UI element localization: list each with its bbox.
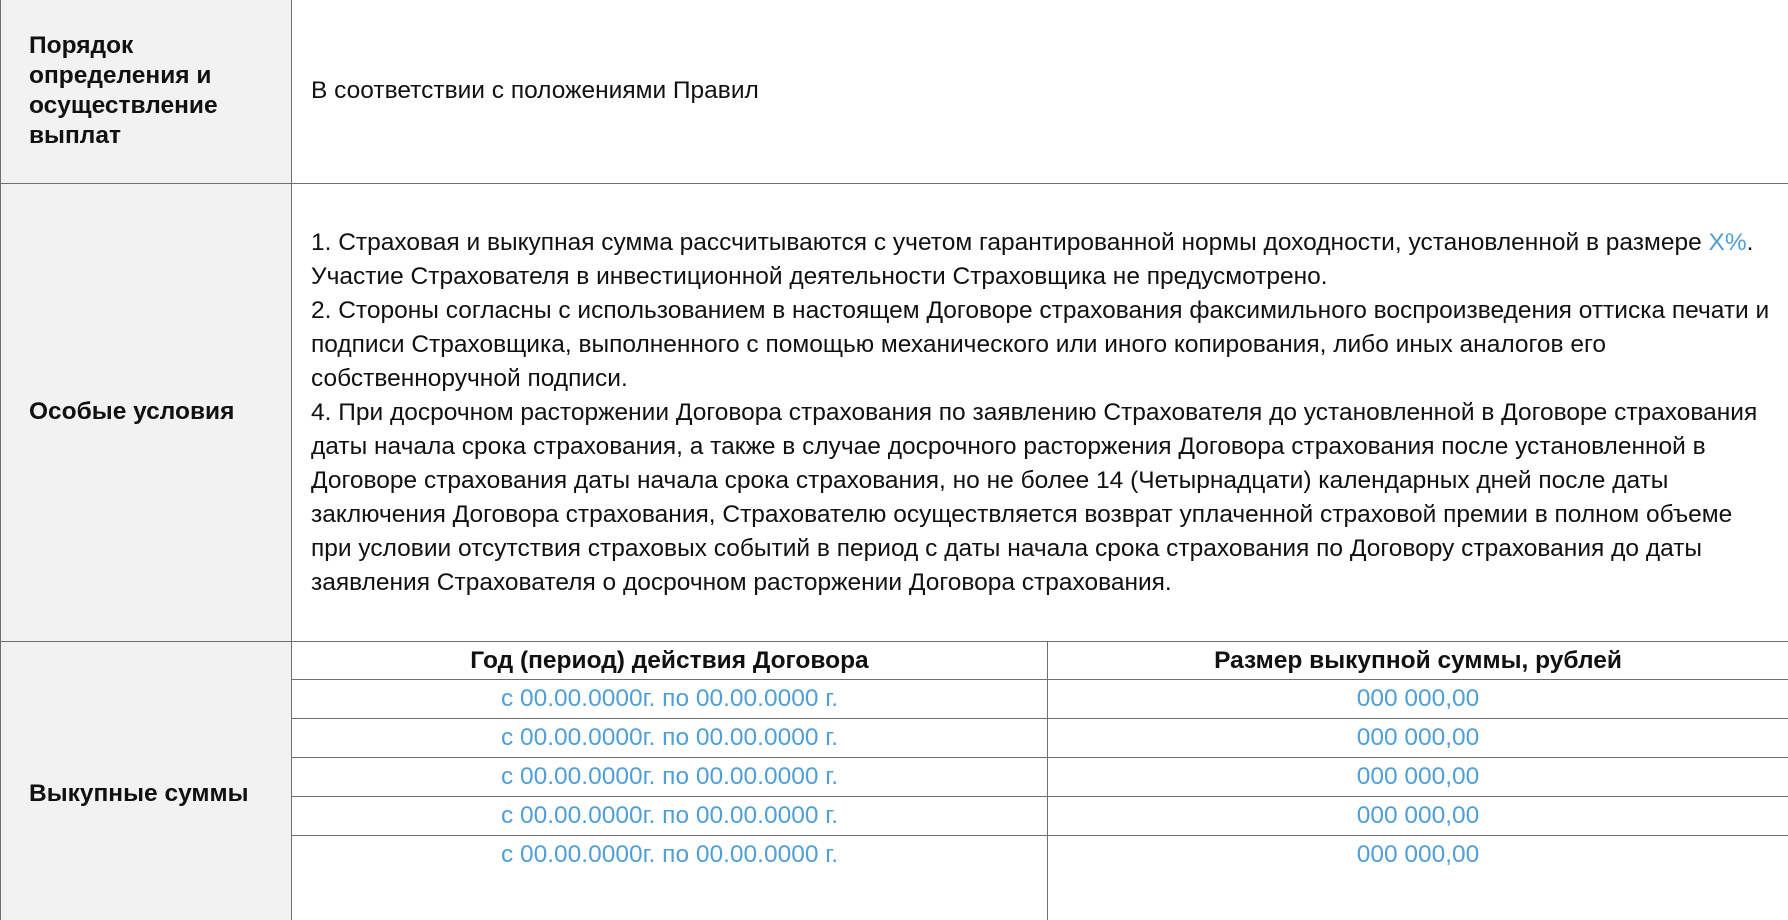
row-special-conditions	[1, 183, 1788, 641]
surrender-sums-label: Выкупные суммы	[1, 641, 292, 920]
payout-text: В соответствии с положениями Правил	[292, 0, 1788, 183]
table-row	[292, 757, 1788, 796]
special-condition-4: 4. При досрочном расторжении Договора страхования по заявлению Страхователя до установленной в Договоре страхования даты начала срока страхования, а также в случае досрочного расторжения Договора страхования после установленной в Договоре страхования даты начала срока страхования, но не более 14 (Четырнадцати) календарных дней после даты заключения Договора страхования, Страхователю осуществляется возврат уплаченной страховой премии в полном объеме при условии отсутствия страховых событий в период с даты начала срока страхования по Договору страхования до даты заявления Страхователя о досрочном расторжении Договора страхования.	[311, 399, 1758, 596]
table-row	[292, 718, 1788, 757]
period-cell: с 00.00.0000г. по 00.00.0000 г.	[292, 718, 1048, 757]
amount-cell: 000 000,00	[1048, 796, 1788, 835]
payout-label: Порядок определения и осуществление выплат	[1, 0, 292, 183]
amount-column-header: Размер выкупной суммы, рублей	[1048, 642, 1788, 680]
table-row	[292, 835, 1788, 886]
amount-cell: 000 000,00	[1048, 679, 1788, 718]
special-conditions-label: Особые условия	[1, 183, 292, 641]
empty-amount-cell	[1048, 886, 1788, 920]
surrender-sums-table	[292, 642, 1788, 920]
special-condition-1	[311, 226, 1778, 294]
period-cell: с 00.00.0000г. по 00.00.0000 г.	[292, 679, 1048, 718]
surrender-sums-cell	[292, 641, 1788, 920]
amount-cell: 000 000,00	[1356, 840, 1480, 868]
guaranteed-rate-value: X%	[1708, 229, 1747, 256]
period-cell: с 00.00.0000г. по 00.00.0000 г.	[292, 835, 1048, 886]
amount-cell: 000 000,00	[1048, 757, 1788, 796]
table-row	[292, 679, 1788, 718]
special-condition-1-text: 1. Страховая и выкупная сумма рассчитываются с учетом гарантированной нормы доходности, установленной в размере	[311, 229, 1709, 256]
row-payout	[1, 0, 1788, 183]
empty-row	[292, 886, 1788, 920]
special-condition-1-tail: . Участие Страхователя в инвестиционной деятельности Страховщика не предусмотрено.	[311, 229, 1754, 290]
period-cell: с 00.00.0000г. по 00.00.0000 г.	[292, 757, 1048, 796]
table-row	[292, 796, 1788, 835]
amount-cell: 000 000,00	[1048, 718, 1788, 757]
period-cell: с 00.00.0000г. по 00.00.0000 г.	[292, 796, 1048, 835]
special-condition-2: 2. Стороны согласны с использованием в настоящем Договоре страхования факсимильного воспроизведения оттиска печати и подписи Страховщика, выполненного с помощью механического или иного копирования, либо иных аналогов его собственноручной подписи.	[311, 297, 1770, 392]
row-surrender-sums	[1, 641, 1788, 920]
special-conditions-text	[292, 183, 1788, 641]
empty-period-cell	[292, 886, 1048, 920]
period-column-header: Год (период) действия Договора	[292, 642, 1048, 680]
